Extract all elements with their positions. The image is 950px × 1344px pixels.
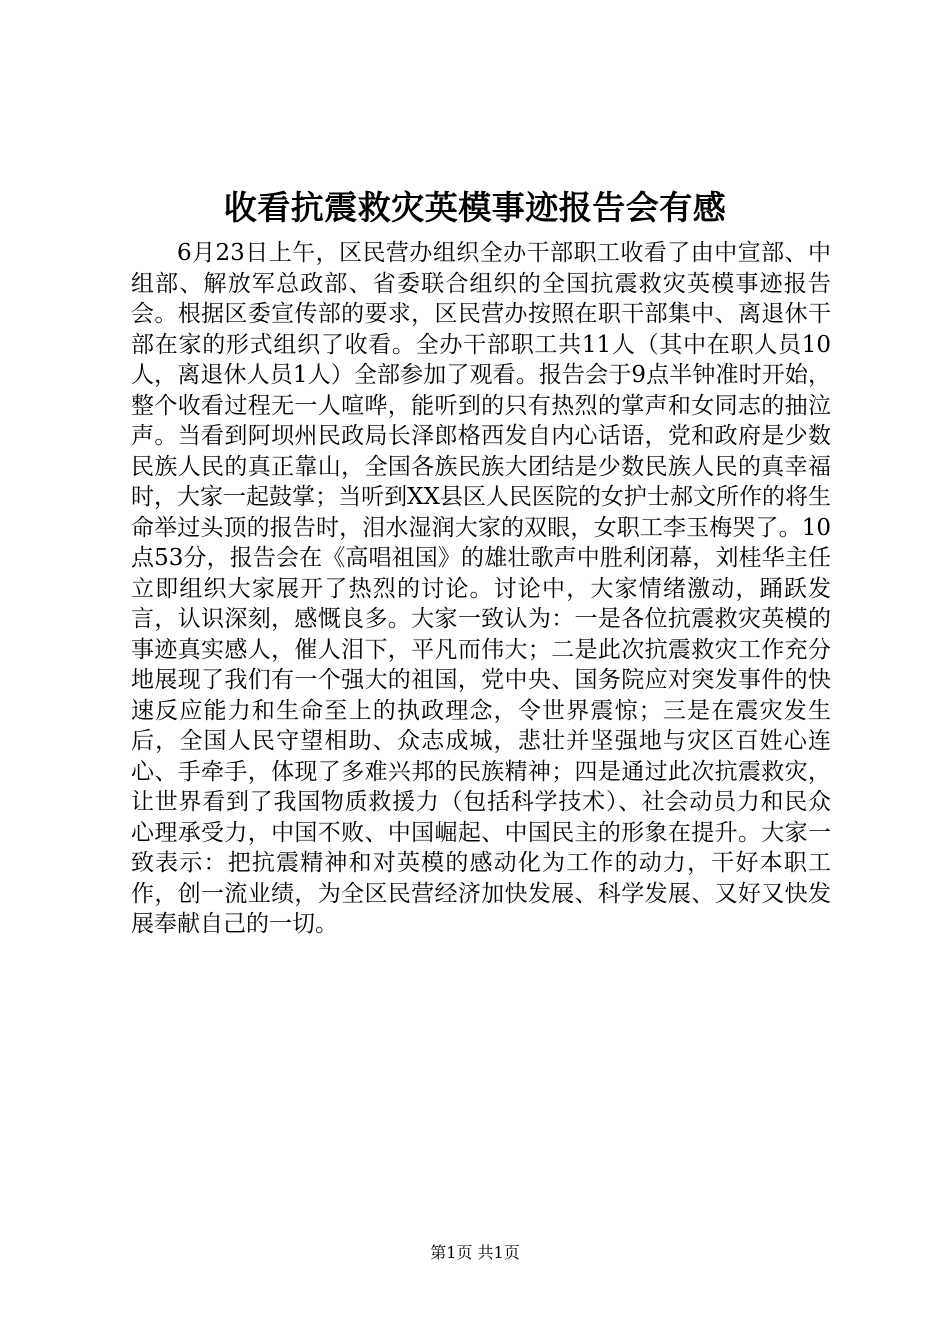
page-number-footer: 第1页 共1页 (430, 1243, 520, 1262)
body-paragraph: 6月23日上午，区民营办组织全办干部职工收看了由中宣部、中组部、解放军总政部、省委联合组织的全国抗震救灾英模事迹报告会。根据区委宣传部的要求，区民营办按照在职干部集中、离退休干部在家的形式组织了收看。全办干部职工共11人（其中在职人员10人，离退休人员1人）全部参加了观看。报告会于9点半钟准时开始，整个收看过程无一人喧哗，能听到的只有热烈的掌声和女同志的抽泣声。当看到阿坝州民政局长泽郎格西发自内心话语，党和政府是少数民族人民的真正靠山，全国各族民族大团结是少数民族人民的真幸福时，大家一起鼓掌；当听到XX县区人民医院的女护士郝文所作的将生命举过头顶的报告时，泪水湿润大家的双眼，女职工李玉梅哭了。10点53分，报告会在《高唱祖国》的雄壮歌声中胜利闭幕，刘桂华主任立即组织大家展开了热烈的讨论。讨论中，大家情绪激动，踊跃发言，认识深刻，感慨良多。大家一致认为：一是各位抗震救灾英模的事迹真实感人，催人泪下，平凡而伟大；二是此次抗震救灾工作充分地展现了我们有一个强大的祖国，党中央、国务院应对突发事件的快速反应能力和生命至上的执政理念，令世界震惊；三是在震灾发生后，全国人民守望相助、众志成城，悲壮并坚强地与灾区百姓心连心、手牵手，体现了多难兴邦的民族精神；四是通过此次抗震救灾，让世界看到了我国物质救援力（包括科学技术）、社会动员力和民众心理承受力，中国不败、中国崛起、中国民主的形象在提升。大家一致表示：把抗震精神和对英模的感动化为工作的动力，干好本职工作，创一流业绩，为全区民营经济加快发展、科学发展、又好又快发展奉献自己的一切。 (131, 240, 831, 937)
document-title: 收看抗震救灾英模事迹报告会有感 (223, 188, 727, 227)
